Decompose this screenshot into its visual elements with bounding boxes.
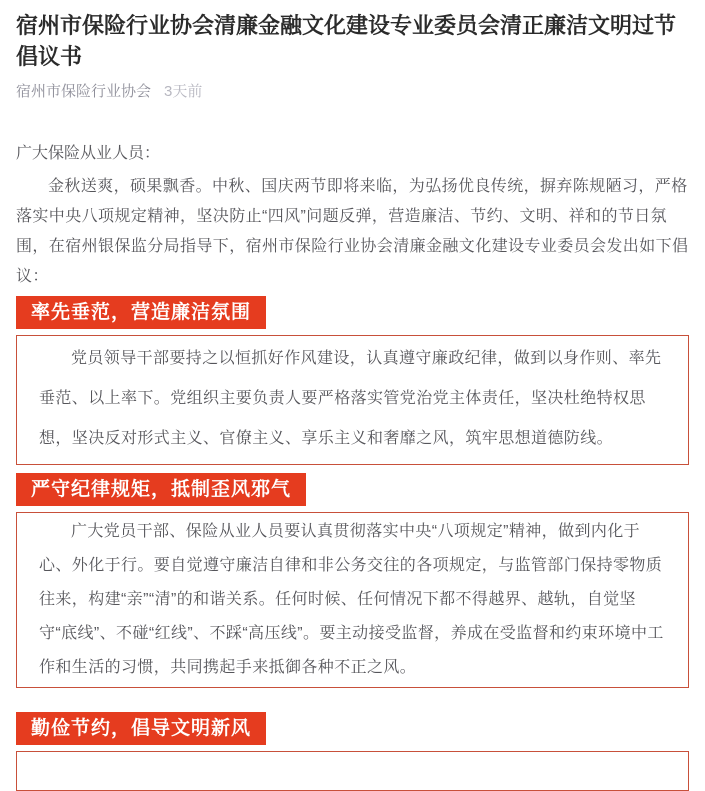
section-heading-badge: 严守纪律规矩，抵制歪风邪气	[16, 473, 306, 506]
article-title: 宿州市保险行业协会清廉金融文化建设专业委员会清正廉洁文明过节倡议书	[16, 13, 677, 69]
section-paragraph: 党员领导干部要持之以恒抓好作风建设，认真遵守廉政纪律，做到以身作则、率先垂范、以上率下。党组织主要负责人要严格落实管党治党主体责任，坚决杜绝特权思想，坚决反对形式主义、官僚主义、享乐主义和奢靡之风，筑牢思想道德防线。	[39, 350, 662, 447]
section-thrift	[16, 688, 689, 791]
section-heading-badge: 勤俭节约，倡导文明新风	[16, 712, 266, 745]
article-body	[16, 139, 689, 791]
article-meta	[16, 82, 689, 102]
section-lead-by-example	[16, 292, 689, 465]
salutation-line: 广大保险从业人员：	[16, 145, 161, 162]
article-timestamp: 3天前	[164, 83, 203, 100]
section-bordered-box	[16, 751, 689, 791]
section-paragraph: 广大党员干部、保险从业人员要认真贯彻落实中央“八项规定”精神，做到内化于心、外化于行。要自觉遵守廉洁自律和非公务交往的各项规定，与监管部门保持零物质往来，构建“亲”“清”的和谐关系。任何时候、任何情况下都不得越界、越轨，自觉坚守“底线”、不碰“红线”、不踩“高压线”。要主动接受监督，养成在受监督和约束环境中工作和生活的习惯，共同携起手来抵御各种不正之风。	[39, 523, 664, 676]
section-heading-badge: 率先垂范，营造廉洁氛围	[16, 296, 266, 329]
intro-paragraph: 金秋送爽，硕果飘香。中秋、国庆两节即将来临，为弘扬优良传统，摒弃陈规陋习，严格落实中央八项规定精神，坚决防止“四风”问题反弹，营造廉洁、节约、文明、祥和的节日氛围，在宿州银保监分局指导下，宿州市保险行业协会清廉金融文化建设专业委员会发出如下倡议：	[16, 178, 689, 285]
article-author-link[interactable]: 宿州市保险行业协会	[16, 83, 152, 100]
section-bordered-box	[16, 335, 689, 465]
section-bordered-box	[16, 512, 689, 688]
section-discipline	[16, 465, 689, 688]
